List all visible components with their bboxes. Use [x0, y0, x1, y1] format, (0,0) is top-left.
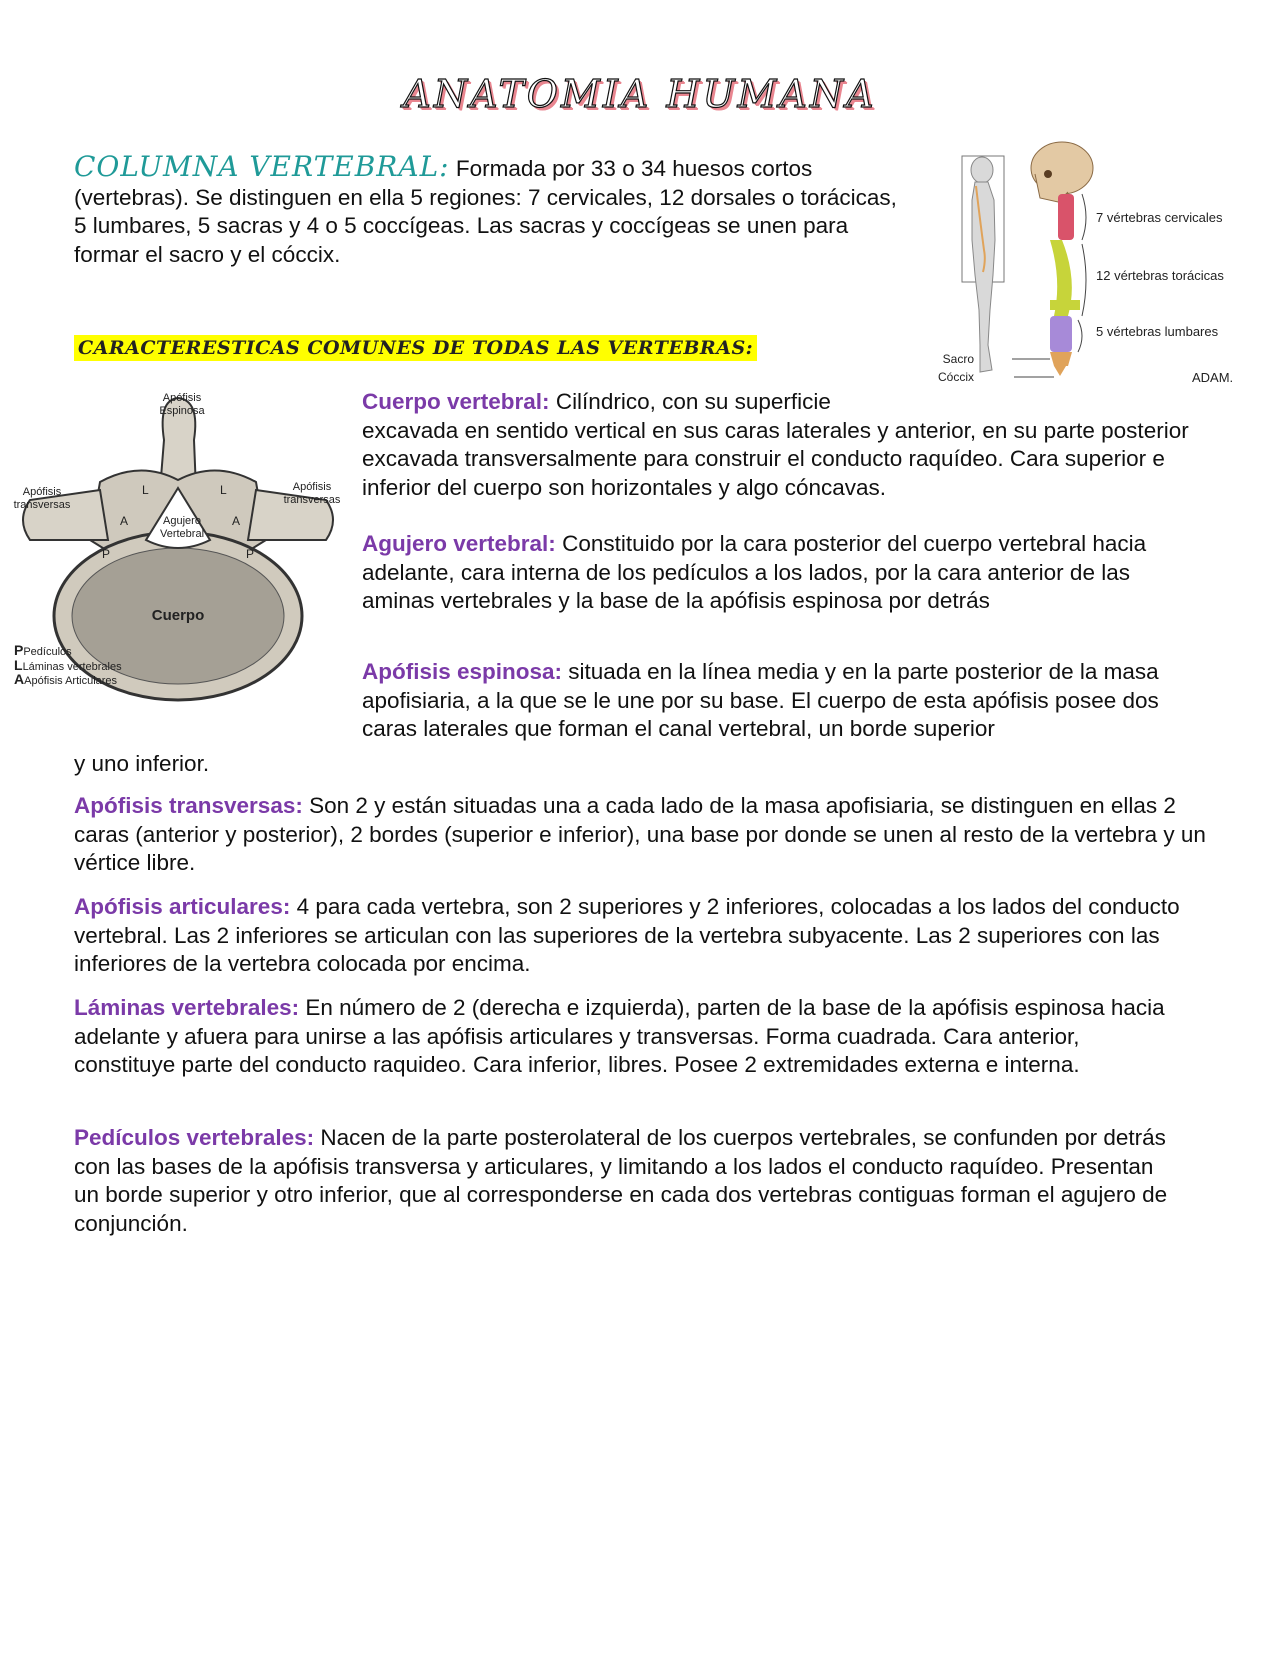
brand-logo: ADAM.	[1192, 370, 1234, 385]
label-thoracic: 12 vértebras torácicas	[1096, 268, 1224, 283]
skull	[1031, 142, 1093, 202]
letter-p-left: P	[102, 547, 111, 561]
label-cervical: 7 vértebras cervicales	[1096, 210, 1223, 225]
label-foramen-2: Vertebral	[159, 528, 205, 540]
legend-item: LLáminas vertebrales	[14, 656, 122, 673]
lumbar-segment	[1050, 316, 1072, 352]
label-sacrum: Sacro	[942, 352, 974, 366]
section-transversas: Apófisis transversas: Son 2 y están situadas una a cada lado de la masa apofisiaria, se distinguen en ellas 2 caras (anterior y posterior), 2 bordes (superior e inferior), una base por donde se unen al resto de la vertebra y un vértice libre.	[74, 793, 1206, 875]
section-articulares: Apófisis articulares: 4 para cada vertebra, son 2 superiores y 2 inferiores, colocadas a los lados del conducto vertebral. Las 2 inferiores se articulan con las superiores de la vertebra subyacente. Las 2 superiores con las inferiores de la vertebra colocada por encima.	[74, 894, 1180, 976]
label-spinous-2: Espinosa	[159, 405, 205, 417]
columna-text: Formada por 33 o 34 huesos cortos (vertebras). Se distinguen en ella 5 regiones: 7 cervicales, 12 dorsales o torácicas, 5 lumbares, 5 sacras y 4 o 5 coccígeas. Las sacras y coccígeas se unen para formar el sacro y el cóccix.	[74, 156, 897, 267]
section-agujero: Agujero vertebral: Constituido por la cara posterior del cuerpo vertebral hacia adelante, cara interna de los pedículos a los lados, por la cara anterior de las aminas vertebrales y la base de la apófisis espinosa por detrás	[362, 531, 1147, 613]
coccyx-segment	[1054, 366, 1066, 376]
spine-column	[1050, 194, 1080, 376]
section-cuerpo-text: Cuerpo vertebral: Cilíndrico, con su superficie excavada en sentido vertical en sus caras laterales y anterior, en su parte posterior excavada transversalmente para construir el conducto raquídeo. Cara superior e inferior del cuerpo son horizontales y algo cóncavas.	[362, 389, 1189, 500]
label-transverse-left-1: Apófisis	[22, 486, 62, 498]
vertebra-legend	[14, 644, 124, 688]
label-coccyx: Cóccix	[937, 370, 974, 384]
spine-figure	[937, 140, 1260, 390]
label-transverse-left-2: transversas	[13, 499, 71, 511]
label-foramen-1: Agujero	[163, 515, 201, 527]
label-body: Cuerpo	[151, 607, 205, 624]
columna-heading: COLUMNA VERTEBRAL:	[74, 150, 450, 183]
label-transverse-right-2: transversas	[283, 494, 341, 506]
section-laminas: Láminas vertebrales: En número de 2 (derecha e izquierda), parten de la base de la apófisis espinosa hacia adelante y afuera para unirse a las apófisis articulares y transversas. Forma cuadrada. Cara anterior, constituye parte del conducto raquideo. Cara inferior, libres. Posee 2 extremidades externa e interna.	[74, 995, 1165, 1077]
legend-item: PPedículos	[14, 642, 72, 658]
sacrum-segment	[1050, 352, 1072, 366]
letter-p-right: P	[246, 547, 255, 561]
label-spinous-1: Apófisis	[162, 392, 202, 404]
section-espinosa: Apófisis espinosa: situada en la línea media y en la parte posterior de la masa apofisiaria, a la que se le une por su base. El cuerpo de esta apófisis posee dos caras laterales que forman el canal vertebral, un borde superior	[362, 659, 1159, 741]
legend-item: AApófisis Articulares	[14, 671, 118, 687]
letter-a-right: A	[232, 514, 241, 528]
page-title: ANATOMIA HUMANA	[403, 72, 877, 116]
columna-paragraph	[74, 150, 904, 269]
section-pediculos: Pedículos vertebrales: Nacen de la parte posterolateral de los cuerpos vertebrales, se confunden por detrás con las bases de la apófisis transversa y articulares, y limitando a los lados el conducto raquídeo. Presentan un borde superior y otro inferior, que al corresponderse en cada dos vertebras contiguas forman el agujero de conjunción.	[74, 1125, 1168, 1236]
letter-l-right: L	[220, 483, 227, 497]
cervical-segment	[1058, 194, 1074, 240]
label-lumbar: 5 vértebras lumbares	[1096, 324, 1219, 339]
section-heading: CARACTERESTICAS COMUNES DE TODAS LAS VERTEBRAS:	[74, 335, 757, 361]
label-transverse-right-1: Apófisis	[292, 481, 332, 493]
body-silhouette	[971, 157, 995, 372]
section-espinosa-continuation: y uno inferior.	[74, 751, 210, 776]
letter-l-left: L	[142, 483, 149, 497]
letter-a-left: A	[120, 514, 129, 528]
